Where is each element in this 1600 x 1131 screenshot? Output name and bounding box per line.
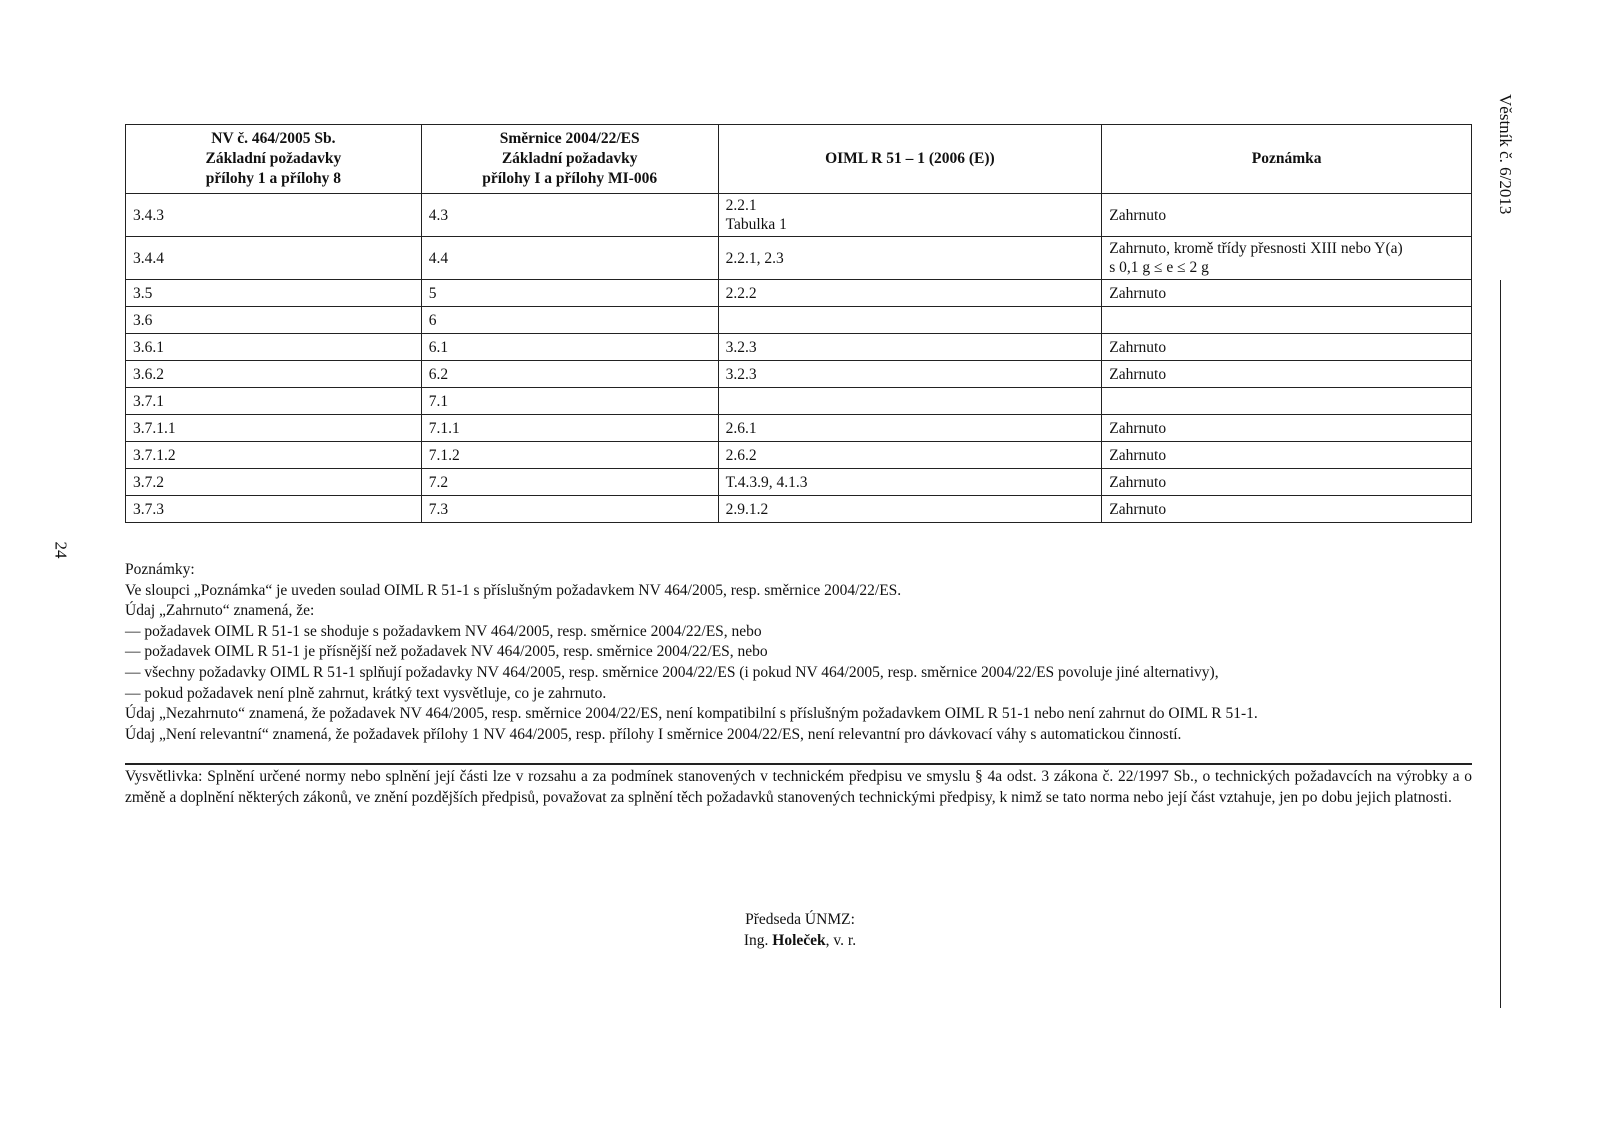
table-cell — [718, 307, 1102, 334]
note-line: Údaj „Není relevantní“ znamená, že požadavek přílohy 1 NV 464/2005, resp. přílohy I směrnice 2004/22/ES, není relevantní pro dávkovací váhy s automatickou činností. — [125, 725, 1182, 743]
table-cell — [1102, 415, 1472, 442]
note-line: — požadavek OIML R 51-1 je přísnější než požadavek NV 464/2005, resp. směrnice 2004/22/ES, nebo — [125, 643, 768, 661]
signature-name-line — [0, 930, 1600, 951]
table-cell — [126, 237, 422, 280]
cell-text: 3.7.1 — [133, 392, 164, 410]
table-cell — [421, 334, 718, 361]
table-cell — [1102, 307, 1472, 334]
header-line: Základní požadavky — [205, 150, 342, 167]
table-cell — [718, 388, 1102, 415]
table-cell — [1102, 388, 1472, 415]
cell-text: 3.7.1.2 — [133, 446, 176, 464]
table-cell — [718, 194, 1102, 237]
table-cell — [126, 194, 422, 237]
table-cell — [421, 442, 718, 469]
cell-text: 2.9.1.2 — [725, 500, 769, 518]
notes-section — [125, 560, 1472, 745]
header-line: Poznámka — [1251, 150, 1322, 167]
cell-text: 3.7.1.1 — [133, 419, 176, 437]
table-cell — [126, 388, 422, 415]
table-cell — [1102, 194, 1472, 237]
table-cell — [126, 469, 422, 496]
cell-text: 3.2.3 — [725, 338, 757, 356]
note-line: Ve sloupci „Poznámka“ je uveden soulad OIML R 51-1 s příslušným požadavkem NV 464/2005, resp. směrnice 2004/22/ES. — [125, 581, 902, 599]
table-cell — [1102, 237, 1472, 280]
cell-text: 3.6 — [133, 311, 153, 329]
cell-text: 3.5 — [133, 284, 153, 302]
table-row — [126, 307, 1472, 334]
table-row — [126, 415, 1472, 442]
cell-text: 4.4 — [428, 249, 449, 267]
divider-rule — [125, 763, 1472, 765]
table-row — [126, 469, 1472, 496]
table-cell — [718, 334, 1102, 361]
cell-text: 3.7.3 — [133, 500, 164, 518]
table-row — [126, 388, 1472, 415]
header-line: přílohy 1 a přílohy 8 — [205, 170, 341, 187]
cell-text: Zahrnuto — [1109, 365, 1167, 383]
cell-text: Zahrnuto — [1109, 338, 1167, 356]
side-rule — [1500, 280, 1501, 1008]
table-row — [126, 237, 1472, 280]
table-cell — [421, 361, 718, 388]
table-cell — [126, 280, 422, 307]
journal-issue-header: Věstník č. 6/2013 — [1496, 94, 1515, 215]
cell-text: Zahrnuto — [1109, 473, 1167, 491]
cell-text: 5 — [428, 284, 437, 302]
table-cell — [126, 334, 422, 361]
table-cell — [718, 442, 1102, 469]
table-cell — [421, 388, 718, 415]
table-cell — [1102, 361, 1472, 388]
cell-text: Zahrnuto — [1109, 206, 1167, 224]
page-number: 24 — [51, 541, 71, 559]
table-cell — [126, 442, 422, 469]
cell-text: 4.3 — [428, 206, 449, 224]
header-line: Základní požadavky — [501, 150, 638, 167]
cell-text: 2.6.1 — [725, 419, 757, 437]
header-cell — [421, 125, 718, 194]
requirements-table — [125, 124, 1472, 523]
cell-text: Zahrnuto — [1109, 500, 1167, 518]
cell-text: 2.2.1 — [725, 197, 757, 214]
table-cell — [718, 280, 1102, 307]
cell-text: Zahrnuto, kromě třídy přesnosti XIII nebo Y(a) — [1109, 240, 1403, 257]
cell-text: 3.6.2 — [133, 365, 164, 383]
note-line: — všechny požadavky OIML R 51-1 splňují požadavky NV 464/2005, resp. směrnice 2004/22/ES (i pokud NV 464/2005, resp. směrnice 2004/22/ES povoluje jiné alternativy), — [125, 663, 1219, 681]
table-cell — [1102, 469, 1472, 496]
table-cell — [718, 496, 1102, 523]
cell-text: T.4.3.9, 4.1.3 — [725, 473, 808, 491]
table-header — [126, 125, 1472, 194]
table-cell — [718, 237, 1102, 280]
table-row — [126, 280, 1472, 307]
table-cell — [421, 307, 718, 334]
table-row — [126, 496, 1472, 523]
table-cell — [126, 496, 422, 523]
note-line: Údaj „Zahrnuto“ znamená, že: — [125, 602, 315, 620]
cell-text: 6.1 — [428, 338, 449, 356]
table-row — [126, 442, 1472, 469]
table-cell — [421, 237, 718, 280]
header-cell — [1102, 125, 1472, 194]
cell-text: Zahrnuto — [1109, 446, 1167, 464]
cell-text: 2.6.2 — [725, 446, 757, 464]
table-cell — [718, 361, 1102, 388]
table-row — [126, 361, 1472, 388]
table-cell — [1102, 280, 1472, 307]
table-cell — [421, 415, 718, 442]
note-line: — pokud požadavek není plně zahrnut, krátký text vysvětluje, co je zahrnuto. — [125, 684, 607, 702]
table-cell — [718, 415, 1102, 442]
table-cell — [718, 469, 1102, 496]
table-cell — [126, 361, 422, 388]
header-line: NV č. 464/2005 Sb. — [211, 130, 336, 147]
signature-suffix: , v. r. — [825, 932, 857, 949]
signature-prefix: Ing. — [743, 932, 769, 949]
header-row — [126, 125, 1472, 194]
cell-text: s 0,1 g ≤ e ≤ 2 g — [1109, 259, 1209, 276]
header-cell — [126, 125, 422, 194]
cell-text: Zahrnuto — [1109, 419, 1167, 437]
note-line: Poznámky: — [125, 561, 195, 578]
cell-text: 3.7.2 — [133, 473, 164, 491]
header-line: OIML R 51 – 1 (2006 (E)) — [825, 150, 995, 167]
table-cell — [421, 469, 718, 496]
cell-text: 3.4.4 — [133, 249, 164, 267]
note-line: — požadavek OIML R 51-1 se shoduje s požadavkem NV 464/2005, resp. směrnice 2004/22/ES, nebo — [125, 622, 762, 640]
note-line: Údaj „Nezahrnuto“ znamená, že požadavek NV 464/2005, resp. směrnice 2004/22/ES, není kompatibilní s příslušným požadavkem OIML R 51-1 nebo není zahrnut do OIML R 51-1. — [125, 705, 1258, 723]
cell-text: 7.3 — [428, 500, 449, 518]
signature-title: Předseda ÚNMZ: — [745, 911, 855, 928]
cell-text: 7.2 — [428, 473, 449, 491]
table-cell — [421, 194, 718, 237]
cell-text: 7.1.1 — [428, 419, 460, 437]
header-line: přílohy I a přílohy MI-006 — [482, 170, 658, 187]
table-row — [126, 334, 1472, 361]
table-cell — [126, 307, 422, 334]
table-cell — [1102, 442, 1472, 469]
cell-text: 3.2.3 — [725, 365, 757, 383]
cell-text: Zahrnuto — [1109, 284, 1167, 302]
table-cell — [1102, 496, 1472, 523]
cell-text: 2.2.2 — [725, 284, 757, 302]
cell-text: Tabulka 1 — [725, 216, 787, 233]
cell-text: 6 — [428, 311, 437, 329]
table-cell — [1102, 334, 1472, 361]
header-cell — [718, 125, 1102, 194]
signature-block — [0, 909, 1600, 951]
cell-text: 7.1 — [428, 392, 449, 410]
table-body — [126, 194, 1472, 523]
table-cell — [421, 496, 718, 523]
table-row — [126, 194, 1472, 237]
cell-text: 7.1.2 — [428, 446, 460, 464]
header-line: Směrnice 2004/22/ES — [499, 130, 640, 147]
table-cell — [126, 415, 422, 442]
table-cell — [421, 280, 718, 307]
signature-name: Holeček — [772, 932, 826, 949]
cell-text: 3.6.1 — [133, 338, 164, 356]
explanation-text: Vysvětlivka: Splnění určené normy nebo splnění její části lze v rozsahu a za podmínek stanovených v technickém předpisu ve smyslu § 4a odst. 3 zákona č. 22/1997 Sb., o technických požadavcích na výrobky a o změně a doplnění některých zákonů, ve znění pozdějších předpisů, považovat za splnění těch požadavků stanovených technickými předpisy, k nimž se tato norma nebo její část vztahuje, jen po dobu jejich platnosti. — [125, 768, 1472, 806]
cell-text: 3.4.3 — [133, 206, 164, 224]
cell-text: 2.2.1, 2.3 — [725, 249, 784, 267]
cell-text: 6.2 — [428, 365, 449, 383]
